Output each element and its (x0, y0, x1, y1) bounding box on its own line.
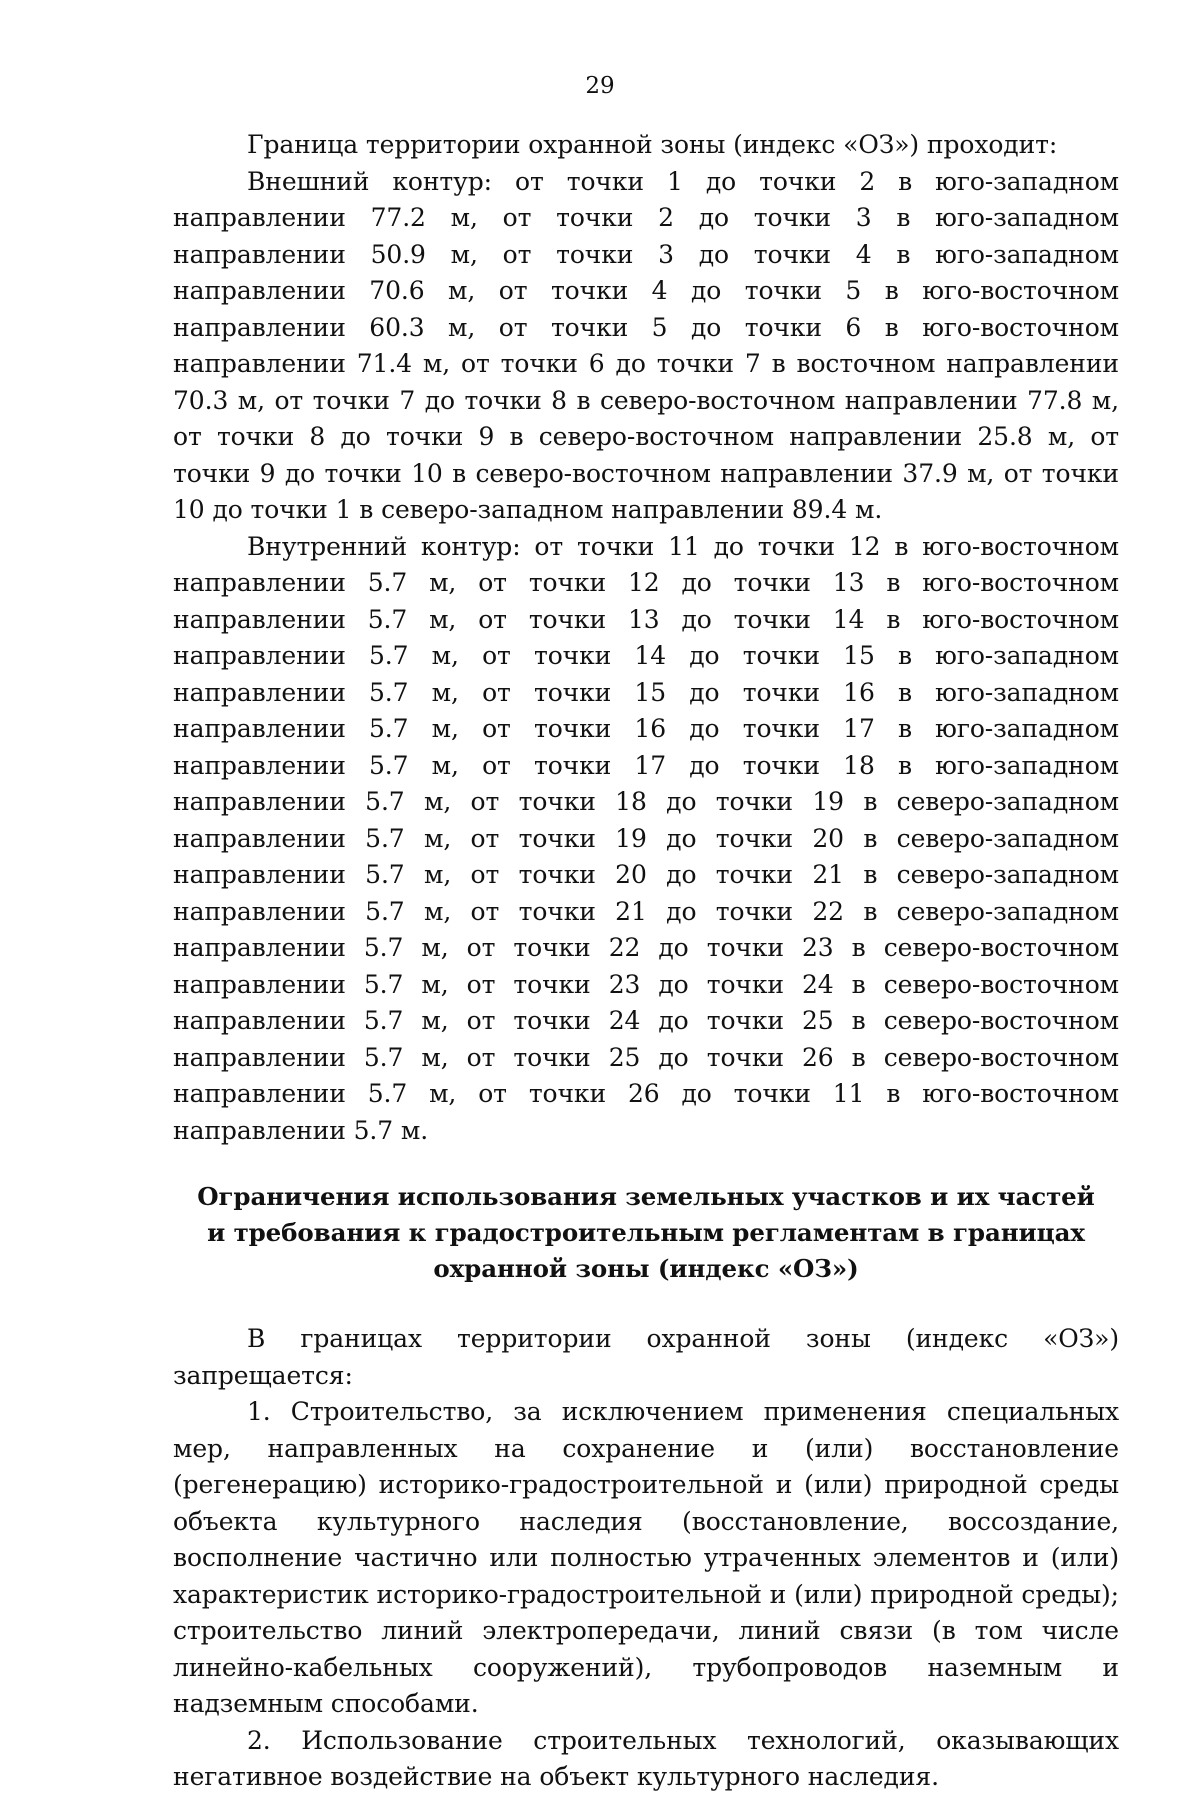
restriction-item-2: 2. Использование строительных технологий, оказывающих негативное воздействие на объект культурного наследия. (173, 1725, 1119, 1791)
section-heading-line: охранной зоны (индекс «ОЗ») (433, 1254, 859, 1283)
restrictions-intro-paragraph: В границах территории охранной зоны (индекс «ОЗ») запрещается: (173, 1324, 1119, 1390)
page-number: 29 (585, 73, 615, 99)
section-heading (173, 1179, 1119, 1287)
section-heading-line: Ограничения использования земельных участков и их частей (197, 1182, 1095, 1211)
restriction-item-1: 1. Строительство, за исключением применения специальных мер, направленных на сохранение и (или) восстановление (регенерацию) историко-градостроительной и (или) природной среды объекта культурного наследия (восстановление, воссоздание, восполнение частично или полностью утраченных элементов и (или) характеристик историко-градостроительной и (или) природной среды); строительство линий электропередачи, линий связи (в том числе линейно-кабельных сооружений), трубопроводов наземным и надземным способами. (173, 1397, 1119, 1718)
boundary-intro-paragraph: Граница территории охранной зоны (индекс «ОЗ») проходит: (247, 130, 1058, 159)
outer-contour-paragraph: Внешний контур: от точки 1 до точки 2 в юго-западном направлении 77.2 м, от точки 2 до точки 3 в юго-западном направлении 50.9 м, от точки 3 до точки 4 в юго-западном направлении 70.6 м, от точки 4 до точки 5 в юго-восточном направлении 60.3 м, от точки 5 до точки 6 в юго-восточном направлении 71.4 м, от точки 6 до точки 7 в восточном направлении 70.3 м, от точки 7 до точки 8 в северо-восточном направлении 77.8 м, от точки 8 до точки 9 в северо-восточном направлении 25.8 м, от точки 9 до точки 10 в северо-восточном направлении 37.9 м, от точки 10 до точки 1 в северо-западном направлении 89.4 м. (173, 166, 1119, 524)
inner-contour-paragraph: Внутренний контур: от точки 11 до точки 12 в юго-восточном направлении 5.7 м, от точки 12 до точки 13 в юго-восточном направлении 5.7 м, от точки 13 до точки 14 в юго-восточном направлении 5.7 м, от точки 14 до точки 15 в юго-западном направлении 5.7 м, от точки 15 до точки 16 в юго-западном направлении 5.7 м, от точки 16 до точки 17 в юго-западном направлении 5.7 м, от точки 17 до точки 18 в юго-западном направлении 5.7 м, от точки 18 до точки 19 в северо-западном направлении 5.7 м, от точки 19 до точки 20 в северо-западном направлении 5.7 м, от точки 20 до точки 21 в северо-западном направлении 5.7 м, от точки 21 до точки 22 в северо-западном направлении 5.7 м, от точки 22 до точки 23 в северо-восточном направлении 5.7 м, от точки 23 до точки 24 в северо-восточном направлении 5.7 м, от точки 24 до точки 25 в северо-восточном направлении 5.7 м, от точки 25 до точки 26 в северо-восточном направлении 5.7 м, от точки 26 до точки 11 в юго-восточном направлении 5.7 м. (173, 531, 1119, 1145)
section-heading-line: и требования к градостроительным регламентам в границах (207, 1218, 1085, 1247)
document-body (173, 127, 1119, 1796)
